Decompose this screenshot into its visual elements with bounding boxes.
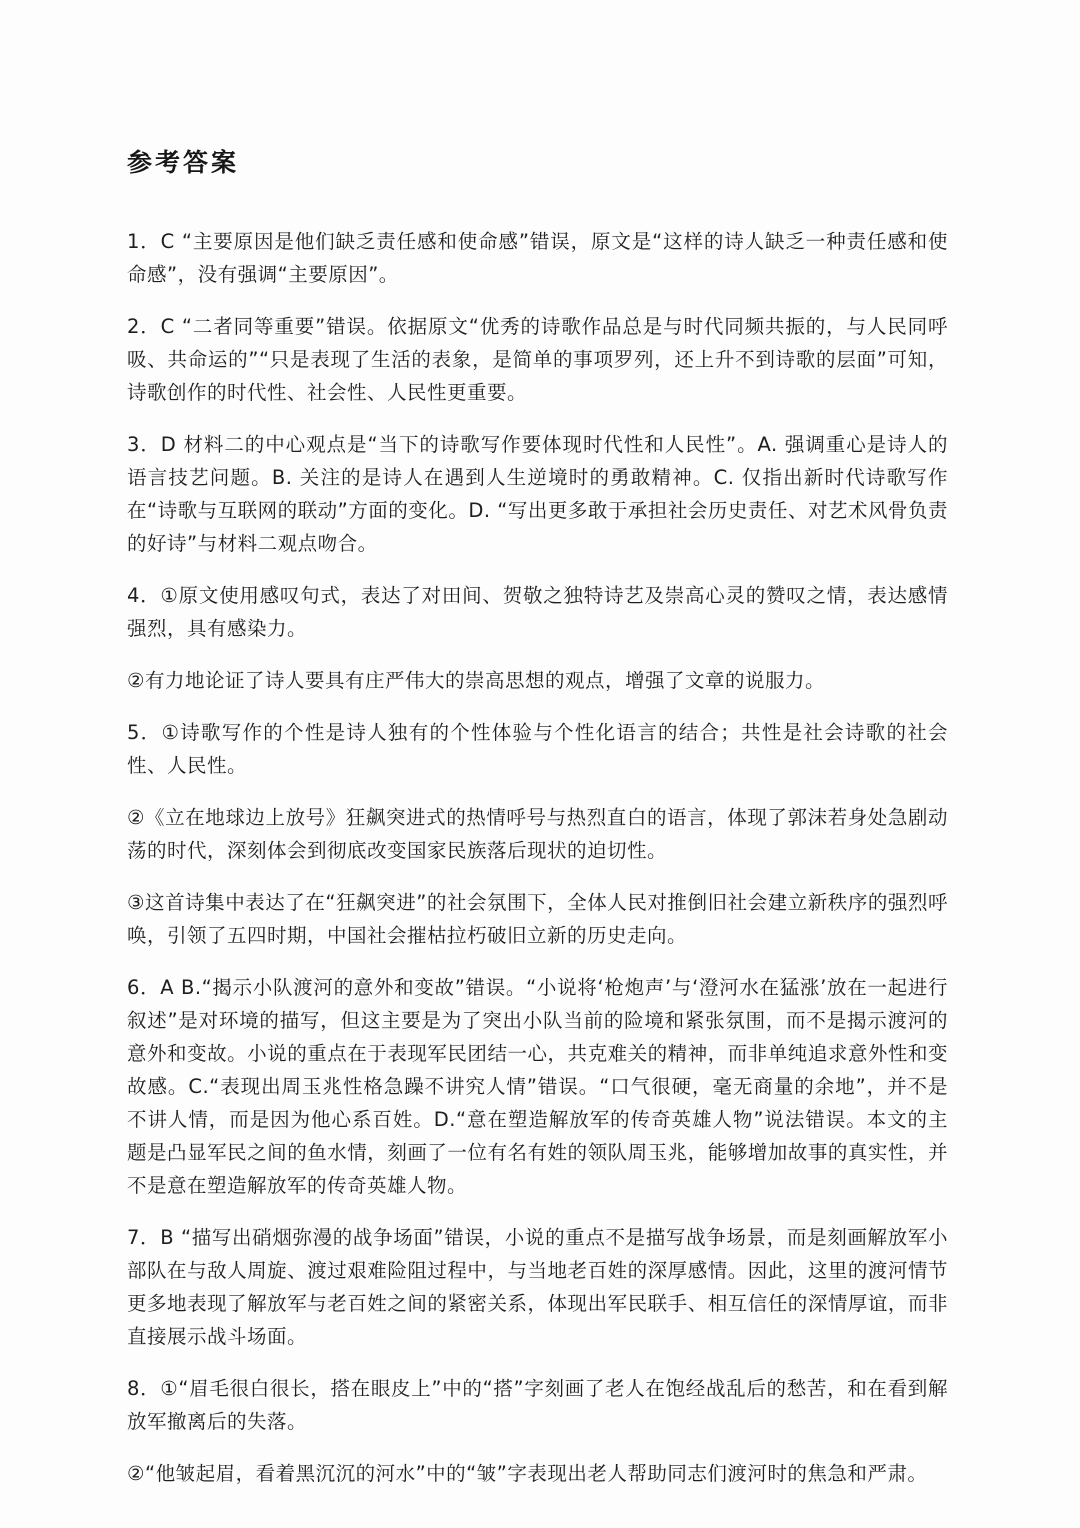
answer-paragraph-6: 6．A B.“揭示小队渡河的意外和变故”错误。“小说将‘枪炮声’与‘澄河水在猛涨’放在一起进行叙述”是对环境的描写，但这主要是为了突出小队当前的险境和紧张氛围，而不是揭示渡河的意外和变故。小说的重点在于表现军民团结一心，共克难关的精神，而非单纯追求意外性和变故感。C.“表现出周玉兆性格急躁不讲究人情”错误。“口气很硬，毫无商量的余地”，并不是不讲人情，而是因为他心系百姓。D.“意在塑造解放军的传奇英雄人物”说法错误。本文的主题是凸显军民之间的鱼水情，刻画了一位有名有姓的领队周玉兆，能够增加故事的真实性，并不是意在塑造解放军的传奇英雄人物。 [127, 976, 948, 1197]
answer-paragraph-3: 3．D 材料二的中心观点是“当下的诗歌写作要体现时代性和人民性”。A. 强调重心是诗人的语言技艺问题。B. 关注的是诗人在遇到人生逆境时的勇敢精神。C. 仅指出新时代诗歌写作在“诗歌与互联网的联动”方面的变化。D. “写出更多敢于承担社会历史责任、对艺术风骨负责的好诗”与材料二观点吻合。 [127, 433, 948, 555]
answer-paragraph-4a: 4．①原文使用感叹句式，表达了对田间、贺敬之独特诗艺及崇高心灵的赞叹之情，表达感情强烈，具有感染力。 [127, 584, 948, 640]
answer-paragraph-5b: ②《立在地球边上放号》狂飙突进式的热情呼号与热烈直白的语言，体现了郭沫若身处急剧动荡的时代，深刻体会到彻底改变国家民族落后现状的迫切性。 [127, 806, 948, 862]
answer-paragraph-1: 1．C “主要原因是他们缺乏责任感和使命感”错误，原文是“这样的诗人缺乏一种责任感和使命感”，没有强调“主要原因”。 [127, 230, 948, 286]
answer-paragraph-7: 7．B “描写出硝烟弥漫的战争场面”错误，小说的重点不是描写战争场景，而是刻画解放军小部队在与敌人周旋、渡过艰难险阻过程中，与当地老百姓的深厚感情。因此，这里的渡河情节更多地表现了解放军与老百姓之间的紧密关系，体现出军民联手、相互信任的深情厚谊，而非直接展示战斗场面。 [127, 1226, 948, 1348]
answer-paragraph-8b: ②“他皱起眉，看着黑沉沉的河水”中的“皱”字表现出老人帮助同志们渡河时的焦急和严肃。 [127, 1462, 928, 1485]
answers-section [127, 225, 948, 1490]
answer-paragraph-4b: ②有力地论证了诗人要具有庄严伟大的崇高思想的观点，增强了文章的说服力。 [127, 669, 825, 692]
page-title: 参考答案 [127, 148, 240, 177]
answer-paragraph-2: 2．C “二者同等重要”错误。依据原文“优秀的诗歌作品总是与时代同频共振的，与人民同呼吸、共命运的”“只是表现了生活的表象，是简单的事项罗列，还上升不到诗歌的层面”可知，诗歌创作的时代性、社会性、人民性更重要。 [127, 315, 948, 404]
answer-paragraph-8a: 8．①“眉毛很白很长，搭在眼皮上”中的“搭”字刻画了老人在饱经战乱后的愁苦，和在看到解放军撤离后的失落。 [127, 1377, 948, 1433]
answer-paragraph-5a: 5．①诗歌写作的个性是诗人独有的个性体验与个性化语言的结合；共性是社会诗歌的社会性、人民性。 [127, 721, 948, 777]
answer-paragraph-5c: ③这首诗集中表达了在“狂飙突进”的社会氛围下，全体人民对推倒旧社会建立新秩序的强烈呼唤，引领了五四时期，中国社会摧枯拉朽破旧立新的历史走向。 [127, 891, 948, 947]
